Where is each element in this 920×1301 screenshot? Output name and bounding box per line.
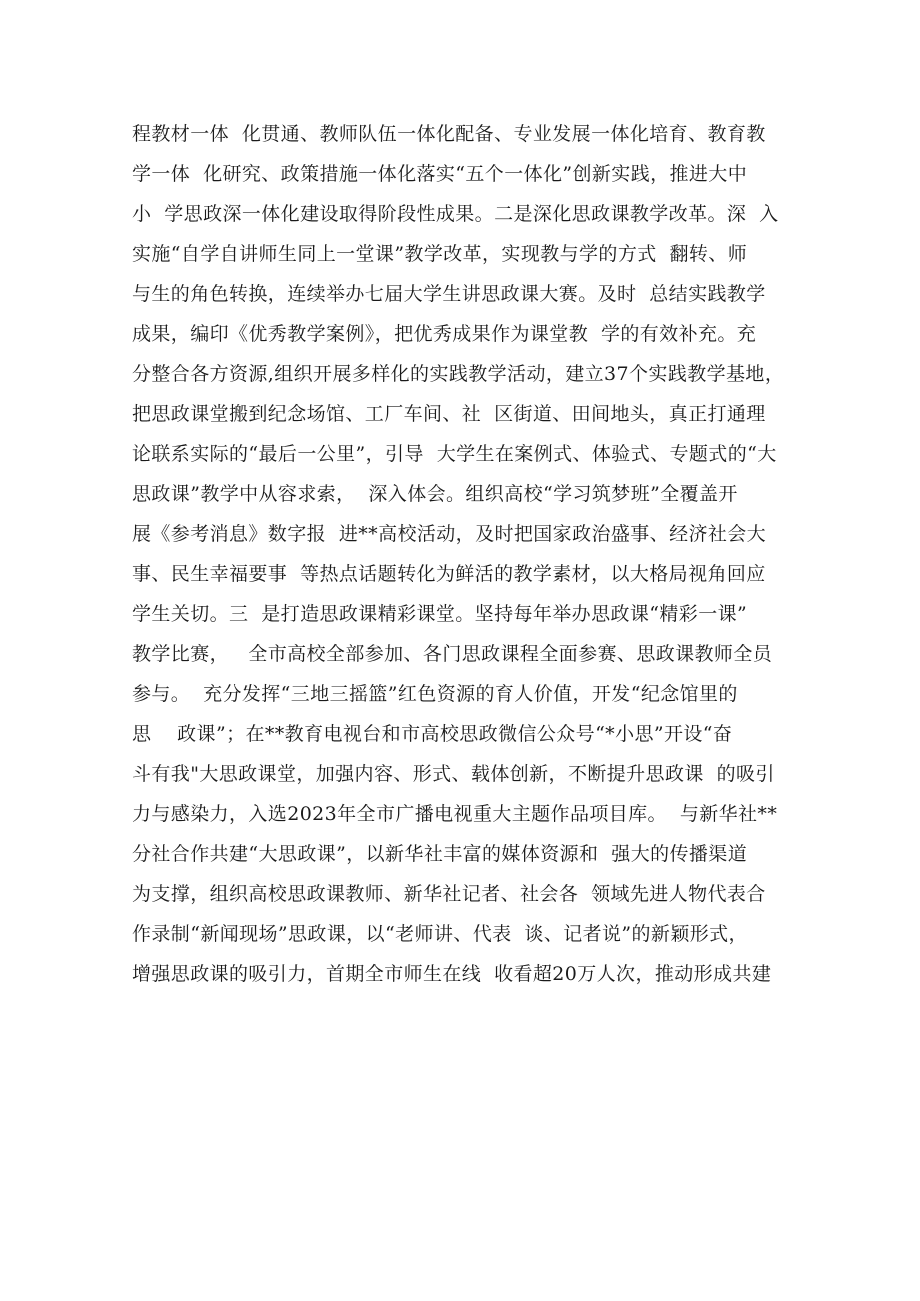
text-line-6: 成果，编印《优秀教学案例》，把优秀成果作为课堂教 学的有效补充。充 bbox=[132, 323, 757, 345]
text-line-17: 斗有我"大思政课堂，加强内容、形式、载体创新，不断提升思政课 的吸引 bbox=[132, 763, 775, 785]
text-line-3: 小 学思政深一体化建设取得阶段性成果。二是深化思政课教学改革。深 入 bbox=[132, 203, 779, 225]
text-line-5: 与生的角色转换，连续举办七届大学生讲思政课大赛。及时 总结实践教学 bbox=[132, 283, 766, 305]
text-line-18: 力与感染力，入选2023年全市广播电视重大主题作品项目库。 与新华社** bbox=[132, 803, 778, 825]
text-line-12: 事、民生幸福要事 等热点话题转化为鲜活的教学素材，以大格局视角回应 bbox=[132, 563, 766, 585]
text-line-9: 论联系实际的“最后一公里”，引导 大学生在案例式、体验式、专题式的“大 bbox=[132, 443, 777, 465]
text-line-10: 思政课”教学中从容求索， 深入体会。组织高校“学习筑梦班”全覆盖开 bbox=[132, 483, 738, 505]
text-line-20: 为支撑，组织高校思政课教师、新华社记者、社会各 领域先进人物代表合 bbox=[132, 883, 766, 905]
text-line-4: 实施“自学自讲师生同上一堂课”教学改革，实现教与学的方式 翻转、师 bbox=[132, 243, 748, 265]
text-line-8: 把思政课堂搬到纪念场馆、工厂车间、社 区街道、田间地头，真正打通理 bbox=[132, 403, 766, 425]
text-line-1: 程教材一体 化贯通、教师队伍一体化配备、专业发展一体化培育、教育教 bbox=[132, 123, 766, 145]
text-line-21: 作录制“新闻现场”思政课，以“老师讲、代表 谈、记者说”的新颖形式， bbox=[132, 923, 748, 945]
text-line-2: 学一体 化研究、政策措施一体化落实“五个一体化”创新实践，推进大中 bbox=[132, 163, 748, 185]
text-line-13: 学生关切。三 是打造思政课精彩课堂。坚持每年举办思政课“精彩一课” bbox=[132, 603, 748, 625]
text-line-16: 思 政课”；在**教育电视台和市高校思政微信公众号“*小思”开设“奋 bbox=[132, 723, 733, 745]
text-line-22: 增强思政课的吸引力，首期全市师生在线 收看超20万人次，推动形成共建 bbox=[132, 963, 772, 985]
body-text bbox=[132, 114, 802, 994]
text-line-11: 展《参考消息》数字报 进**高校活动，及时把国家政治盛事、经济社会大 bbox=[132, 523, 767, 545]
text-line-15: 参与。 充分发挥“三地三摇篮”红色资源的育人价值，开发“纪念馆里的 bbox=[132, 683, 738, 705]
text-line-19: 分社合作共建“大思政课”，以新华社丰富的媒体资源和 强大的传播渠道 bbox=[132, 843, 748, 865]
text-line-7: 分整合各方资源,组织开展多样化的实践教学活动，建立37个实践教学基地， bbox=[132, 363, 785, 385]
text-line-14: 教学比赛， 全市高校全部参加、各门思政课程全面参赛、思政课教师全员 bbox=[132, 643, 773, 665]
